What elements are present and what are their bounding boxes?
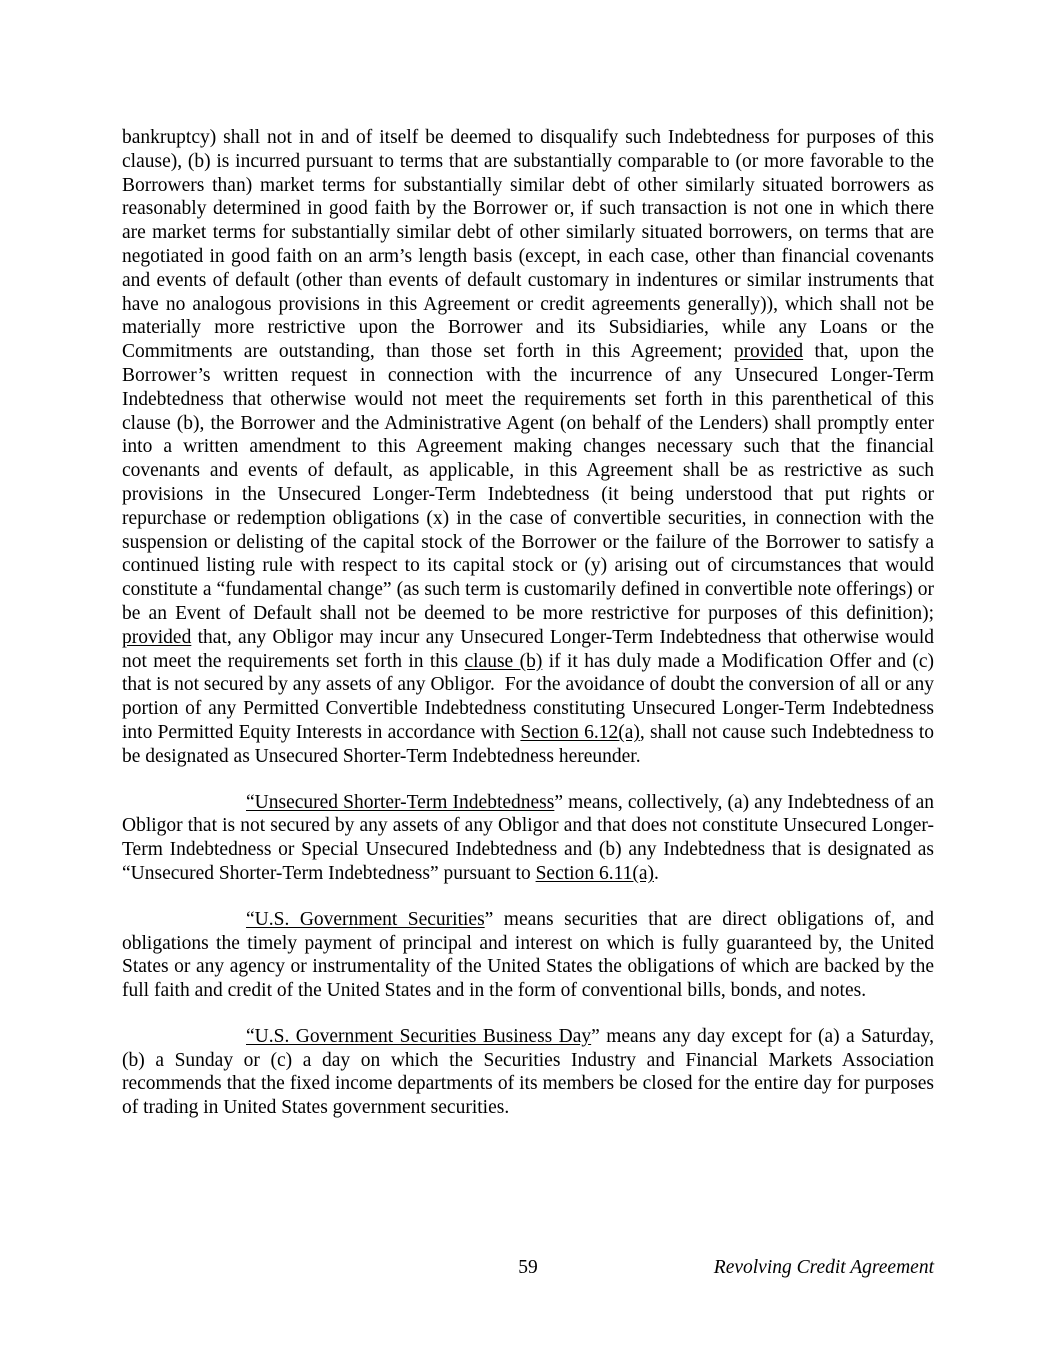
text-run: ” means securities that are direct obligations of, and obligations the timely payment of principal and interest on which is fully guaranteed by, the United States or any agency or instrumentality of the United States the obligations of which are backed by the full faith and credit of the United States and in the form of conventional bills, bonds, and notes. [122,908,935,1002]
page-number: 59 [518,1257,538,1278]
document-body-text [122,126,934,1142]
text-run: ” means, collectively, (a) any Indebtedness of an Obligor that is not secured by any assets of any Obligor and that does not constitute Unsecured Longer-Term Indebtedness or Special Unsecured Indebtedness and (b) any Indebtedness that is designated as “Unsecured Shorter-Term Indebtedness” pursuant to [122,791,934,884]
text-run: , shall not cause such Indebtedness to be designated as Unsecured Shorter-Term Indebtedness hereunder. [122,721,934,767]
text-run: bankruptcy) shall not in and of itself be deemed to disqualify such Indebtedness for purposes of this clause), (b) is incurred pursuant to terms that are substantially comparable to (or more favorable to the Borrowers than) market terms for substantially similar debt of other similarly situated borrowers as reasonably determined in good faith by the Borrower or, if such transaction is not one in which there are market terms for substantially similar debt of other similarly situated borrowers, on terms that are negotiated in good faith on an arm’s length basis (except, in each case, other than financial covenants and events of default (other than events of default customary in indentures or similar instruments that have no analogous provisions in this Agreement or credit agreements generally)), which shall not be materially more restrictive upon the Borrower and its Subsidiaries, while any Loans or the Commitments are outstanding, than those set forth in this Agreement; [122,127,934,363]
underlined-term: “U.S. Government Securities Business Day [246,1025,592,1047]
underlined-term: provided [122,626,192,648]
underlined-term: clause (b) [464,650,543,672]
underlined-term: Section 6.11(a) [535,862,654,884]
paragraph-clause-b-continuation [122,126,934,769]
underlined-term: “Unsecured Shorter-Term Indebtedness [246,791,555,813]
paragraph-definition-us-government-securities-business-day [122,1025,934,1120]
page-footer [122,1256,934,1286]
paragraph-definition-unsecured-shorter-term-indebtedness [122,791,934,886]
text-run: . [654,862,659,884]
underlined-term: provided [733,341,804,363]
footer-doc-title: Revolving Credit Agreement [713,1257,934,1278]
text-run: ” means any day except for (a) a Saturday, (b) a Sunday or (c) a day on which the Securities Industry and Financial Markets Association recommends that the fixed income departments of its members be closed for the entire day for purposes of trading in United States government securities. [122,1025,934,1119]
underlined-term: “U.S. Government Securities [246,908,485,930]
text-run: that, any Obligor may incur any Unsecured Longer-Term Indebtedness that otherwise would not meet the requirements set forth in this [122,626,934,672]
underlined-term: Section 6.12(a) [520,721,640,743]
paragraph-definition-us-government-securities [122,908,934,1003]
text-run: if it has duly made a Modification Offer and (c) that is not secured by any assets of any Obligor. For the avoidance of doubt the conversion of all or any portion of any Permitted Convertible Indebtedness constituting Unsecured Longer-Term Indebtedness into Permitted Equity Interests in accordance with [122,650,934,743]
text-run: that, upon the Borrower’s written request in connection with the incurrence of any Unsecured Longer-Term Indebtedness that otherwise would not meet the requirements set forth in this parenthetical of this clause (b), the Borrower and the Administrative Agent (on behalf of the Lenders) shall promptly enter into a written amendment to this Agreement making changes necessary such that the financial covenants and events of default, as applicable, in this Agreement shall be as restrictive as such provisions in the Unsecured Longer-Term Indebtedness (it being understood that put rights or repurchase or redemption obligations (x) in the case of convertible securities, in connection with the suspension or delisting of the capital stock of the Borrower or the failure of the Borrower to satisfy a continued listing rule with respect to its capital stock or (y) arising out of circumstances that would constitute a “fundamental change” (as such term is customarily defined in convertible note offerings) or be an Event of Default shall not be deemed to be more restrictive for purposes of this definition); [122,341,934,624]
